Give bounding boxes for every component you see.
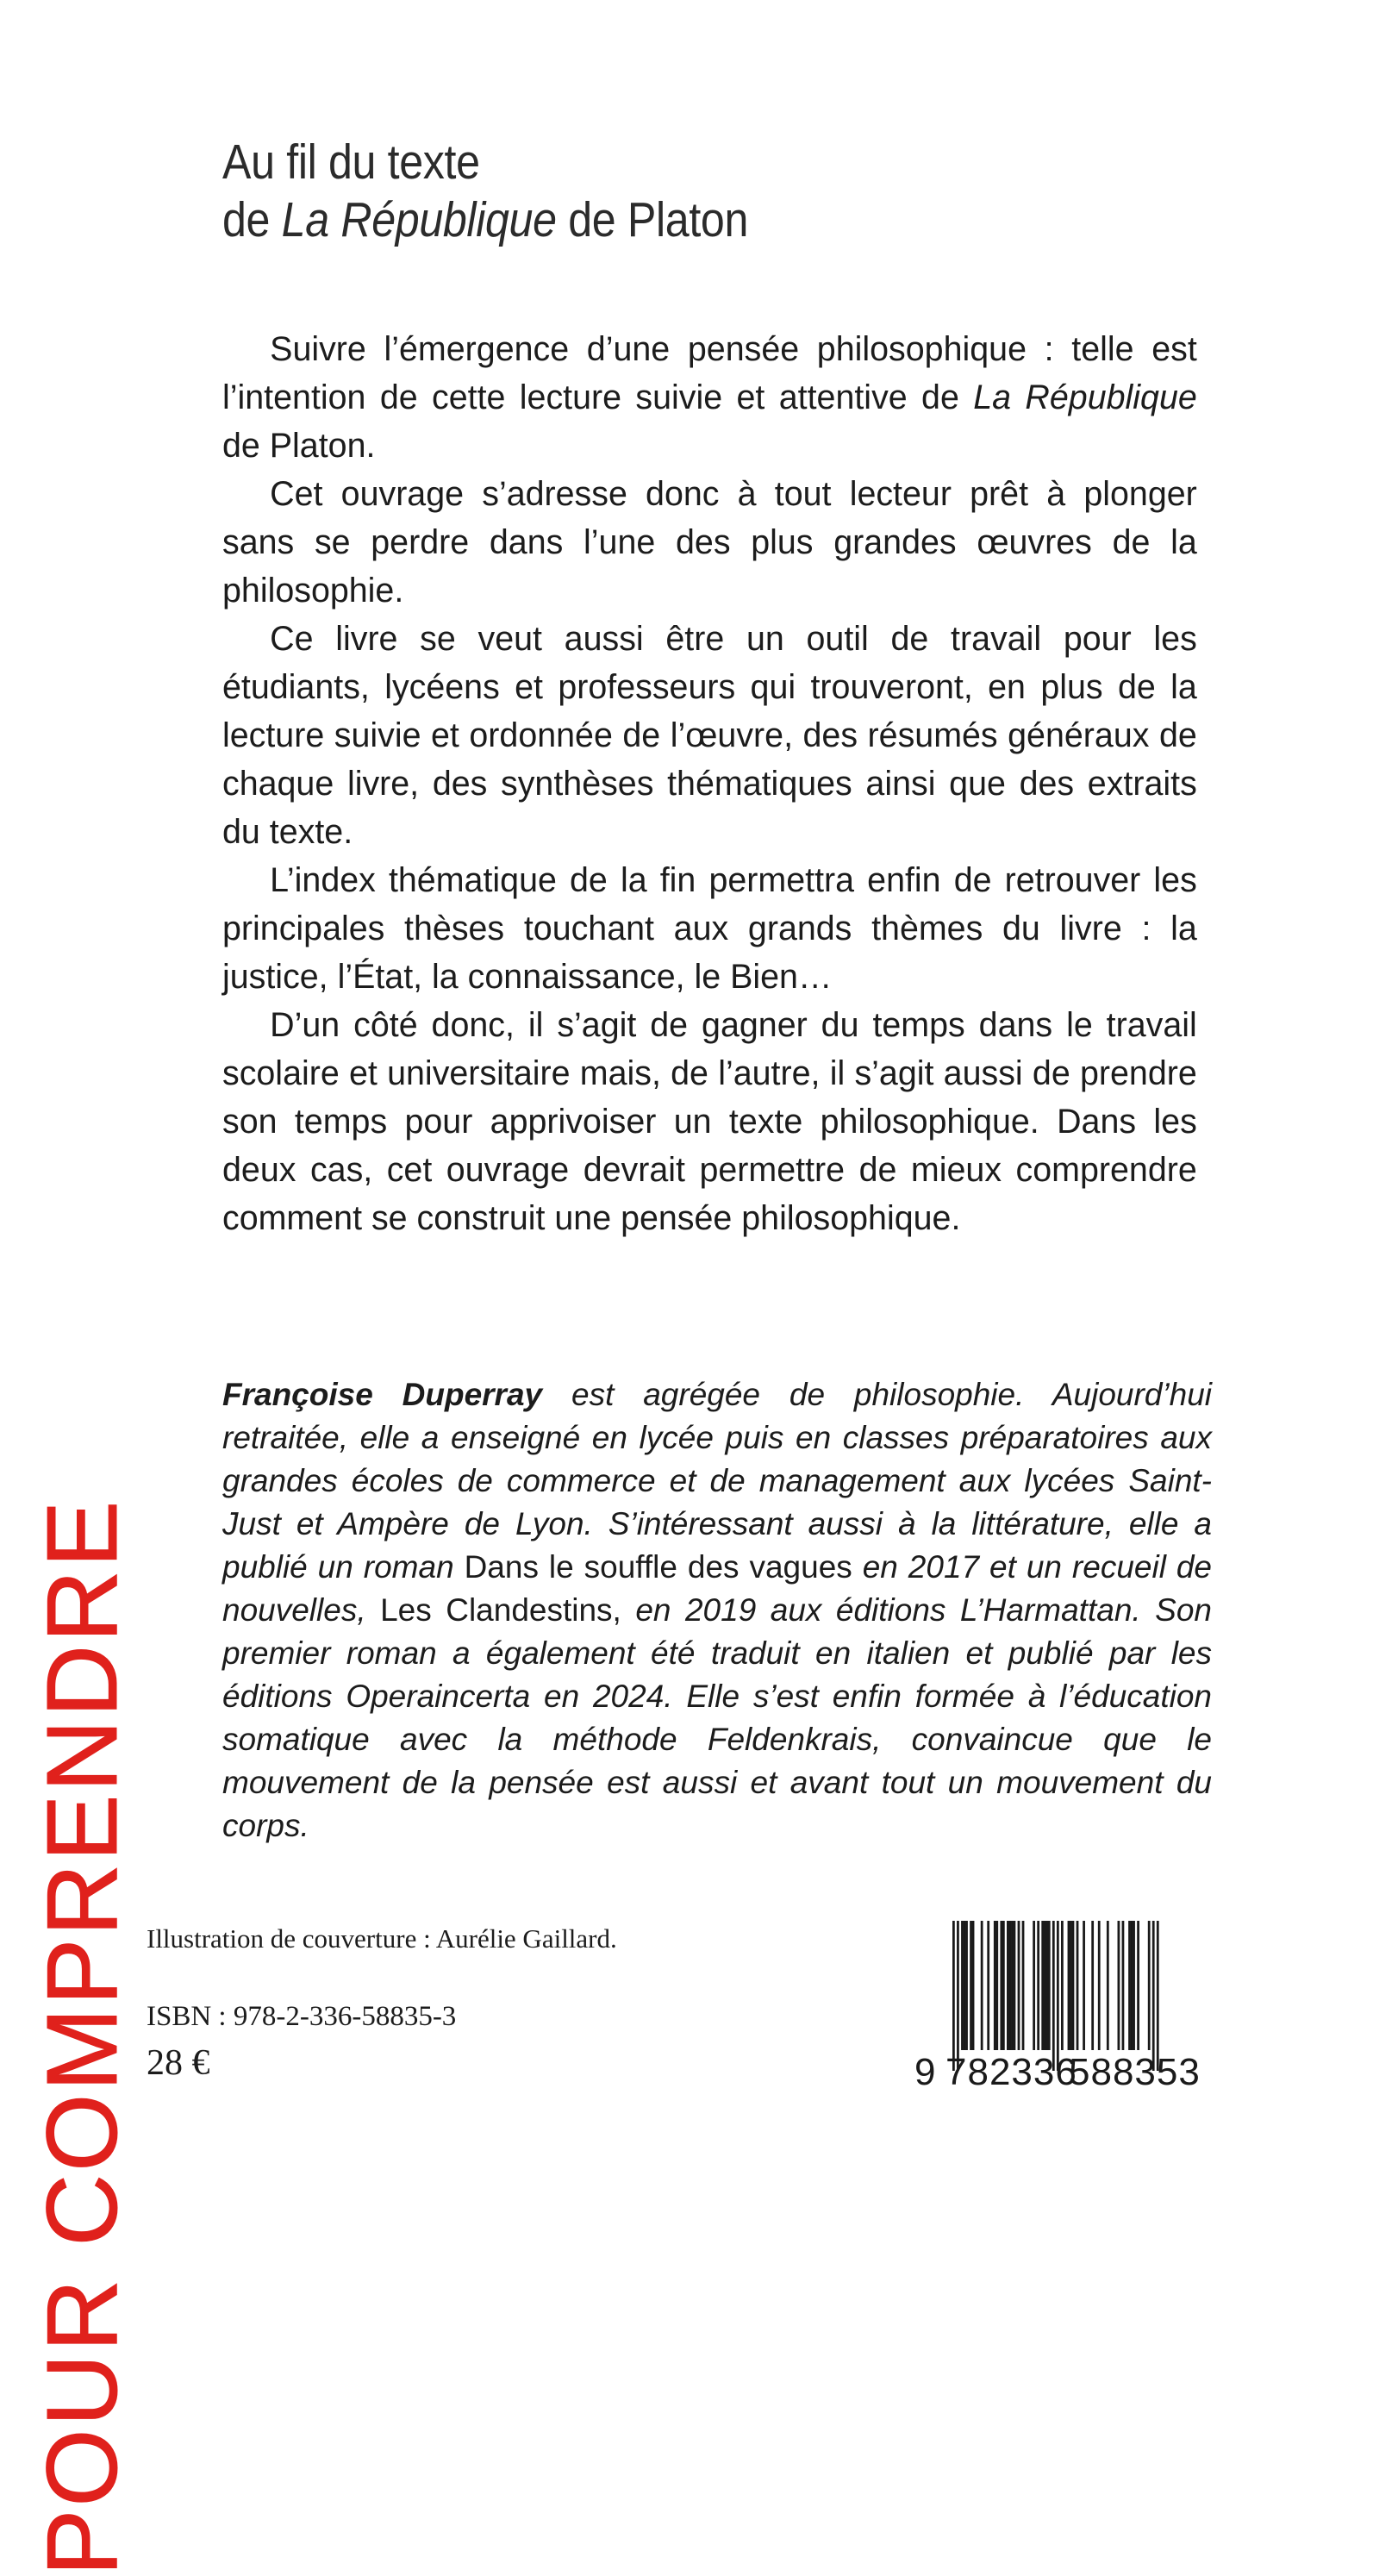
blurb-p0-run-0: Suivre l’émergence d’une pensée philosophique : telle est l’intention de cette lecture suivie et attentive de — [222, 330, 1197, 416]
barcode-left-group: 782336 — [945, 2051, 1077, 2093]
book-title-line-2 — [222, 191, 1057, 249]
blurb-paragraph — [222, 615, 1197, 856]
barcode-lead-digit: 9 — [914, 2051, 937, 2093]
bio-run-1: est agrégée de philosophie. Aujourd’hui retraitée, elle a enseigné en lycée puis en classes préparatoires aux grandes écoles de commerce et de management aux lycées Saint-Just et Ampère de Lyon. S’intéressant aussi à la littérature, elle a publié un roman — [222, 1377, 1213, 1585]
bio-run-2: Dans le souffle des vagues — [464, 1549, 852, 1585]
series-label-band — [0, 0, 164, 2576]
author-biography-text — [222, 1373, 1212, 1848]
author-biography — [222, 1373, 1212, 1848]
blurb-paragraph — [222, 470, 1197, 615]
blurb-paragraph — [222, 1001, 1197, 1242]
price-text: 28 € — [147, 2043, 210, 2084]
book-title-work-name: La République — [281, 191, 557, 247]
bio-run-3: en 2017 et un recueil de nouvelles, — [222, 1549, 1213, 1628]
isbn-text: ISBN : 978-2-336-58835-3 — [147, 2001, 457, 2033]
bio-run-4: Les Clandestins, — [380, 1592, 621, 1628]
book-title-line-1: Au fil du texte — [222, 134, 480, 190]
blurb-p3-run-0: L’index thématique de la fin permettra enfin de retrouver les principales thèses touchant aux grands thèmes du livre : la justice, l’État, la connaissance, le Bien… — [222, 861, 1197, 996]
back-cover-blurb — [222, 325, 1212, 1242]
barcode-right-group: 588353 — [1069, 2051, 1201, 2093]
blurb-paragraph — [222, 325, 1197, 470]
blurb-p0-run-2: de Platon. — [222, 427, 376, 465]
blurb-paragraph — [222, 856, 1197, 1001]
ean13-barcode — [909, 1916, 1202, 2097]
footer-block — [147, 1923, 853, 2085]
book-title — [222, 134, 1170, 248]
blurb-p4-run-0: D’un côté donc, il s’agit de gagner du temps dans le travail scolaire et universitaire mais, de l’autre, il s’agit aussi de prendre son temps pour apprivoiser un texte philosophique. Dans les deux cas, cet ouvrage devrait permettre de mieux comprendre comment se construit une pensée philosophique. — [222, 1006, 1197, 1237]
blurb-p0-run-1: La République — [973, 378, 1197, 416]
series-label-text: POUR COMPRENDRE — [26, 1497, 138, 2576]
blurb-p2-run-0: Ce livre se veut aussi être un outil de travail pour les étudiants, lycéens et professeurs qui trouveront, en plus de la lecture suivie et ordonnée de l’œuvre, des résumés généraux de chaque livre, des synthèses thématiques ainsi que des extraits du texte. — [222, 620, 1197, 851]
cover-illustration-credit: Illustration de couverture : Aurélie Gaillard. — [147, 1923, 617, 1954]
book-title-line-2-suffix: de Platon — [556, 191, 749, 247]
barcode-graphic — [909, 1916, 1202, 2097]
blurb-p1-run-0: Cet ouvrage s’adresse donc à tout lecteur prêt à plonger sans se perdre dans l’une des plus grandes œuvres de la philosophie. — [222, 475, 1197, 610]
back-cover-content — [222, 0, 1212, 2188]
bio-run-5: en 2019 aux éditions L’Harmattan. Son premier roman a également été traduit en italien et publié par les éditions Operaincerta en 2024. Elle s’est enfin formée à l’éducation somatique avec la méthode Feldenkrais, convaincue que le mouvement de la pensée est aussi et avant tout un mouvement du corps. — [222, 1592, 1212, 1843]
book-title-line-2-prefix: de — [222, 191, 282, 247]
bio-run-0: Françoise Duperray — [222, 1377, 543, 1412]
